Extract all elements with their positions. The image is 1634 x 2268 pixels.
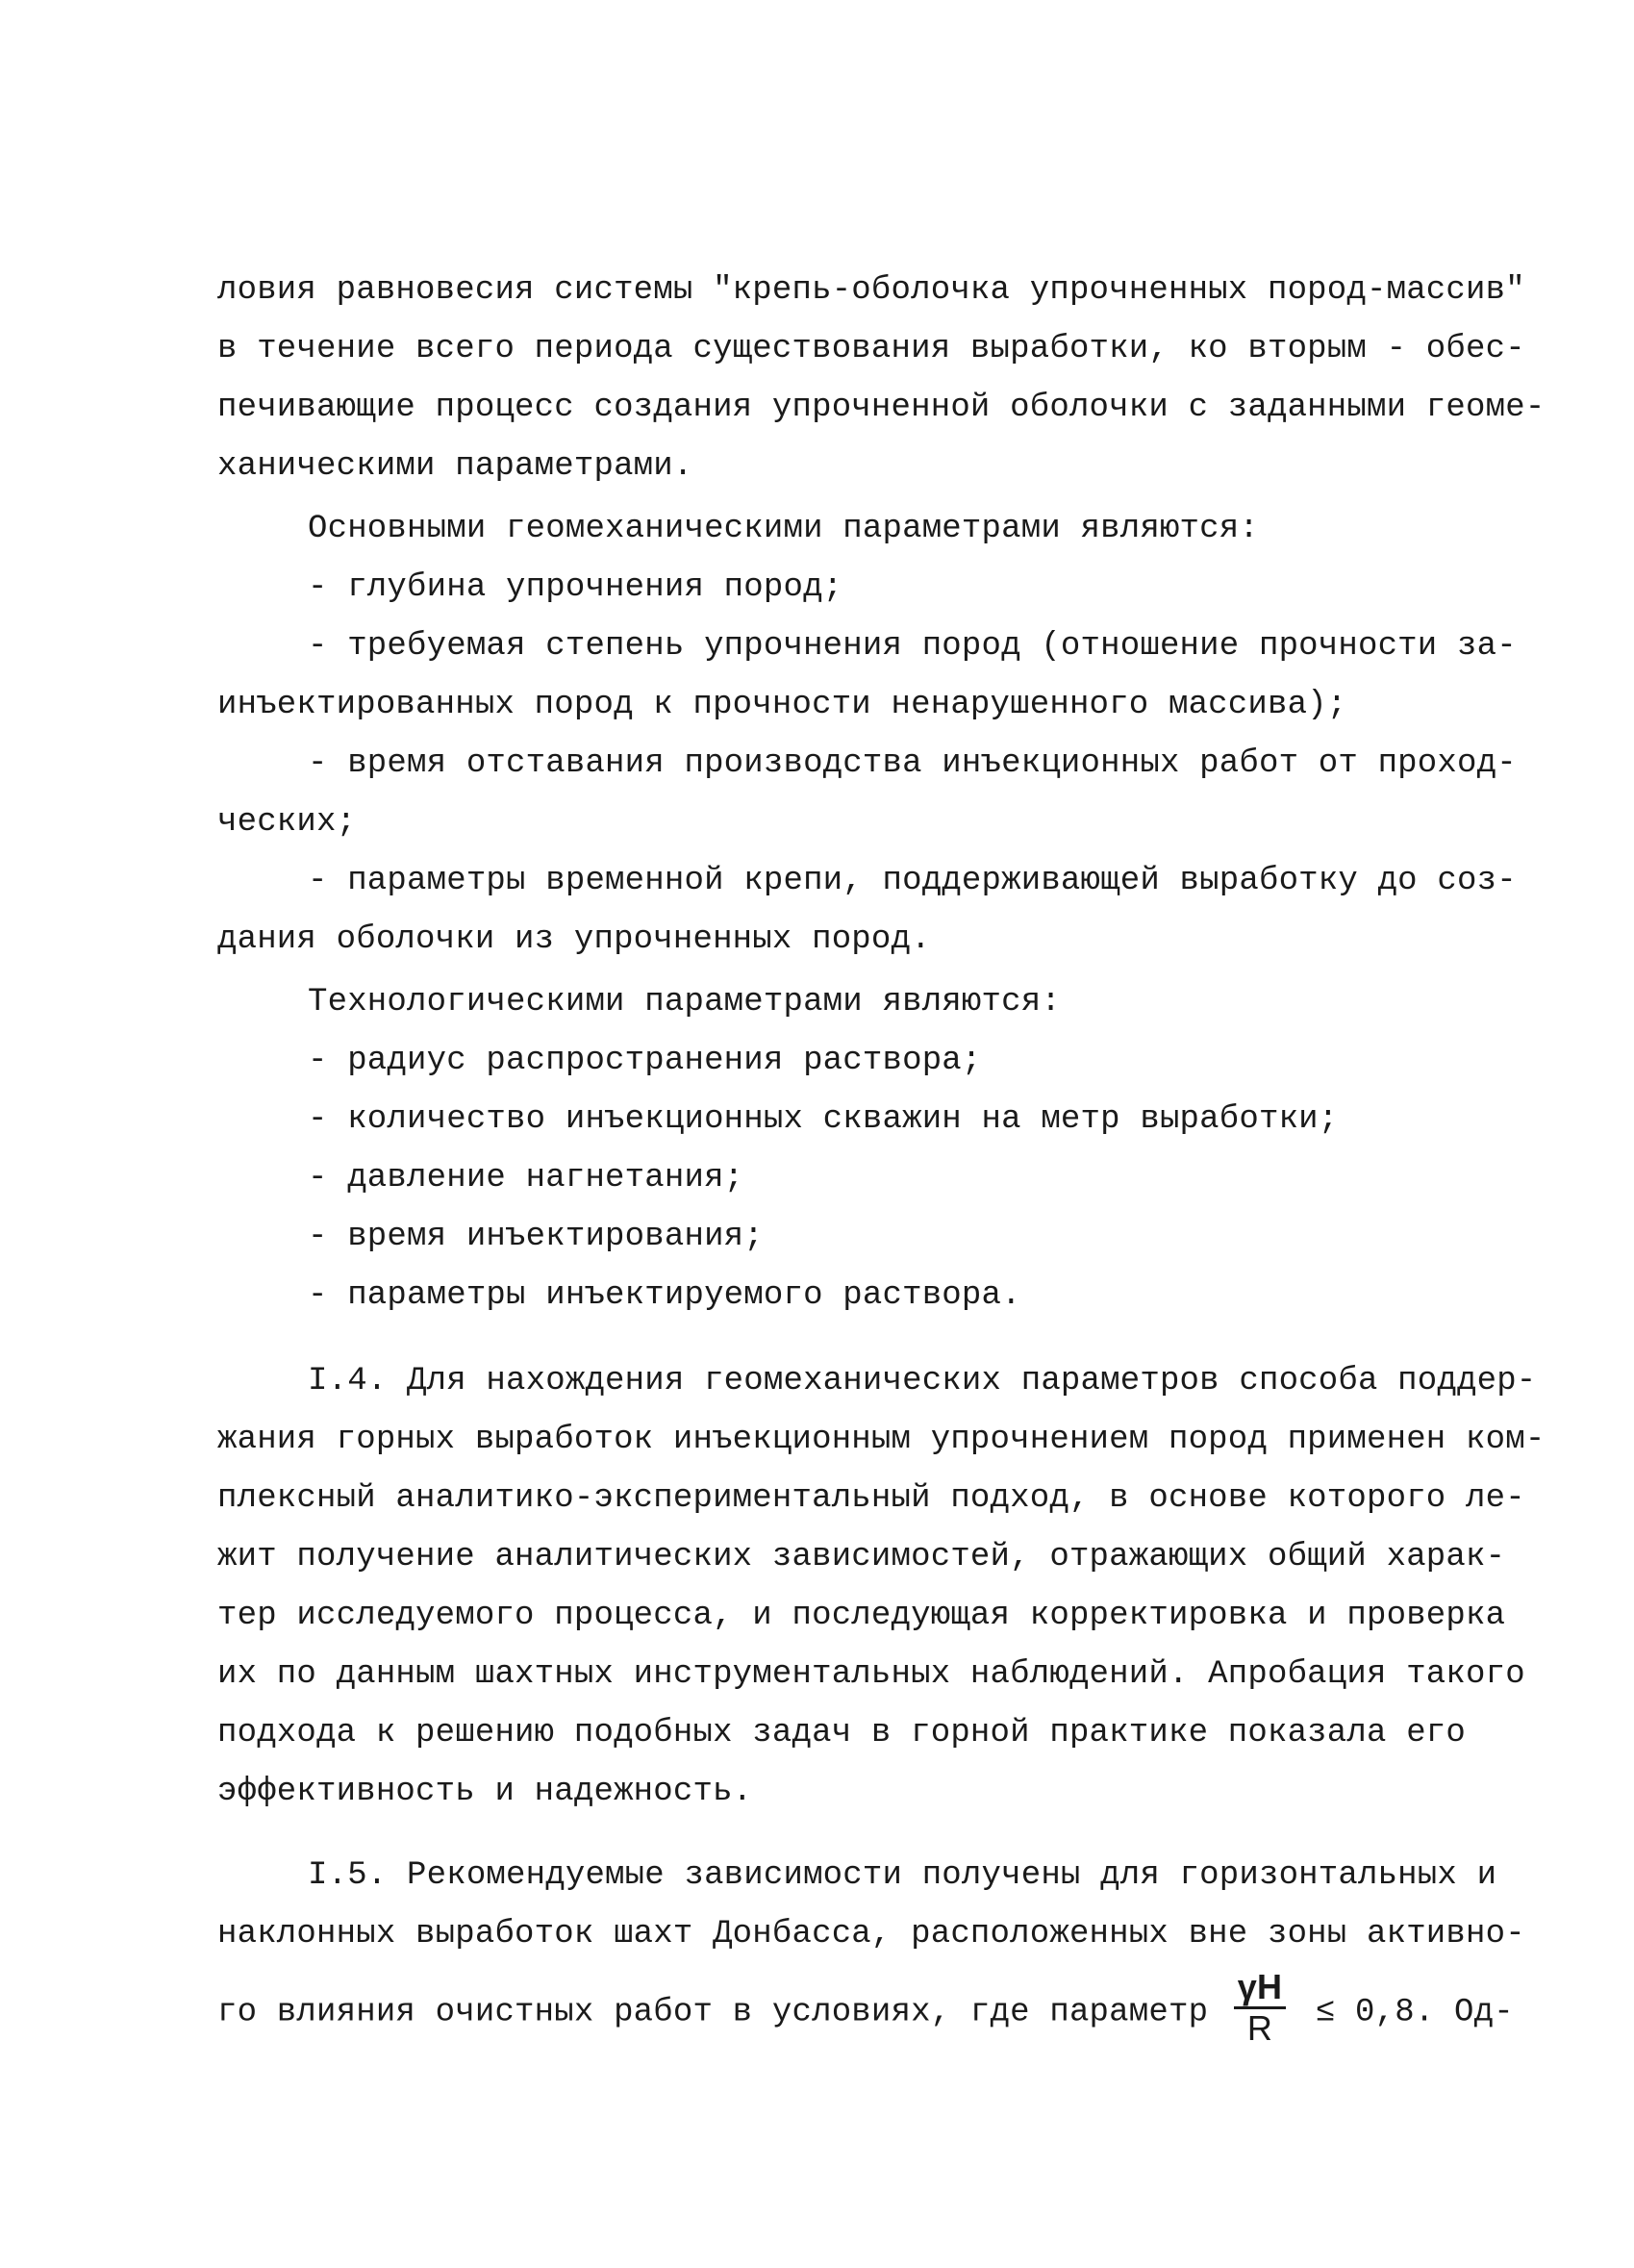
list-item: - требуемая степень упрочнения пород (отношение прочности за- — [308, 628, 1517, 665]
text-line: подхода к решению подобных задач в горной практике показала его — [217, 1715, 1467, 1751]
text-line: тер исследуемого процесса, и последующая корректировка и проверка — [217, 1598, 1506, 1634]
list-item: - количество инъекционных скважин на метр выработки; — [308, 1101, 1339, 1138]
text-line: эффективность и надежность. — [217, 1774, 753, 1810]
text-line: их по данным шахтных инструментальных наблюдений. Апробация такого — [217, 1656, 1525, 1693]
list-item: - радиус распространения раствора; — [308, 1043, 982, 1079]
text-line: жания горных выработок инъекционным упрочнением пород применен ком- — [217, 1422, 1546, 1458]
formula-line-before: го влияния очистных работ в условиях, где параметр — [217, 1994, 1209, 2031]
text-line: печивающие процесс создания упрочненной оболочки с заданными геоме- — [217, 390, 1546, 426]
text-line: наклонных выработок шахт Донбасса, расположенных вне зоны активно- — [217, 1916, 1525, 1953]
formula-fraction — [1234, 1967, 1286, 2048]
text-line: ловия равновесия системы "крепь-оболочка упрочненных пород-массив" — [217, 272, 1525, 309]
text-line: Технологическими параметрами являются: — [308, 984, 1061, 1021]
formula-line-after: ≤ 0,8. Од- — [1315, 1994, 1514, 2031]
text-line: ханическими параметрами. — [217, 448, 693, 485]
text-line: Основными геомеханическими параметрами являются: — [308, 511, 1259, 547]
text-line: плексный аналитико-экспериментальный подход, в основе которого ле- — [217, 1480, 1525, 1517]
list-item: - параметры инъектируемого раствора. — [308, 1277, 1021, 1314]
list-item: - время отставания производства инъекционных работ от проход- — [308, 745, 1517, 782]
formula-line — [217, 1967, 1514, 2050]
section-1-4-line: I.4. Для нахождения геомеханических параметров способа поддер- — [308, 1363, 1537, 1399]
list-item: - параметры временной крепи, поддерживающей выработку до соз- — [308, 863, 1517, 899]
list-item: - время инъектирования; — [308, 1219, 764, 1255]
list-item: - давление нагнетания; — [308, 1160, 744, 1197]
text-line: в течение всего периода существования выработки, ко вторым - обес- — [217, 331, 1525, 367]
text-line: жит получение аналитических зависимостей, отражающих общий харак- — [217, 1539, 1506, 1575]
fraction-numerator: γH — [1234, 1970, 1286, 2009]
fraction-denominator: R — [1246, 2008, 1273, 2048]
text-line: инъектированных пород к прочности ненарушенного массива); — [217, 687, 1347, 723]
section-1-5-line: I.5. Рекомендуемые зависимости получены для горизонтальных и — [308, 1857, 1497, 1894]
list-item: - глубина упрочнения пород; — [308, 569, 843, 606]
text-line: ческих; — [217, 804, 357, 841]
text-line: дания оболочки из упрочненных пород. — [217, 921, 931, 958]
